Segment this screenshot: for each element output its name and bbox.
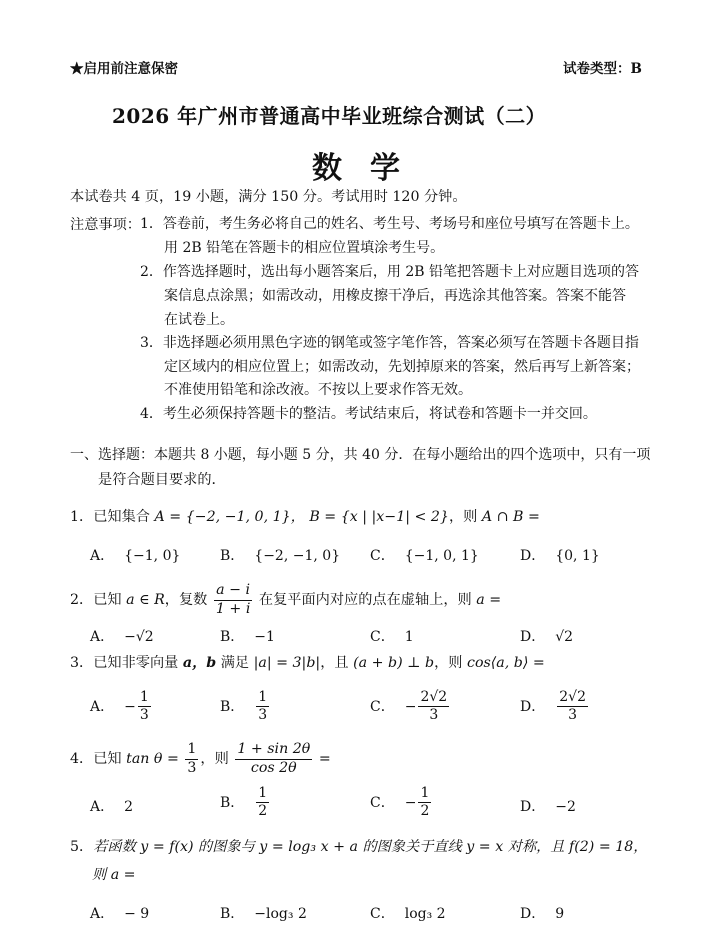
question-3-choices — [90, 690, 650, 734]
stem-line-1: 若函数 y = f(x) 的图象与 y = log₃ x + a 的图象关于直线 y = x 对称，且 f(2) = 18， — [93, 839, 648, 855]
question-4-choices — [90, 786, 650, 830]
question-number: 2． — [70, 592, 94, 609]
choice-label: D． — [520, 629, 546, 645]
choice-label: B． — [220, 629, 245, 645]
note-3-line-2: 定区域内的相应位置上；如需改动，先划掉原来的答案，然后再写上新答案； — [164, 359, 640, 375]
choice-d[interactable] — [520, 796, 576, 816]
choice-label: A． — [90, 548, 115, 564]
denominator: 2 — [258, 803, 268, 820]
choice-a[interactable] — [90, 903, 149, 923]
choice-text: 2 — [124, 799, 134, 815]
choice-sign: − — [404, 698, 417, 715]
choice-c[interactable] — [370, 786, 433, 820]
choice-text: − 9 — [124, 906, 150, 922]
denominator: 3 — [429, 707, 439, 724]
choice-b[interactable] — [220, 786, 271, 820]
choice-text: {−1, 0, 1} — [404, 548, 479, 564]
choice-d[interactable] — [520, 545, 600, 565]
choice-a[interactable] — [90, 796, 133, 816]
choice-label: A． — [90, 629, 115, 645]
choice-text: 1 — [404, 629, 414, 645]
question-1-choices — [90, 545, 650, 569]
section-1-heading: 一、选择题：本题共 8 小题，每小题 5 分，共 40 分．在每小题给出的四个选项中，只有一项 — [70, 447, 651, 463]
question-1 — [70, 506, 540, 526]
choice-c[interactable] — [370, 690, 451, 724]
note-1-line-2: 用 2B 铅笔在答题卡的相应位置填涂考生号。 — [164, 240, 445, 256]
choice-d[interactable] — [520, 626, 573, 646]
numerator: 2√2 — [418, 690, 449, 707]
choice-label: C． — [370, 794, 395, 811]
question-5-choices — [90, 903, 650, 927]
choice-a[interactable] — [90, 545, 180, 565]
choice-d[interactable] — [520, 903, 564, 923]
numerator: 1 + sin 2θ — [235, 742, 312, 760]
condition-fraction — [185, 742, 198, 776]
choice-text: {−2, −1, 0} — [254, 548, 341, 564]
choice-text: {0, 1} — [555, 548, 600, 564]
vectors: a，b — [182, 655, 217, 671]
stem-text: ，则 — [200, 751, 229, 768]
choice-label: D． — [520, 548, 546, 564]
choice-text: 9 — [555, 906, 565, 922]
set-b: B = {x | |x−1| < 2} — [309, 509, 449, 525]
exam-title: 2026 年广州市普通高中毕业班综合测试（二） — [112, 104, 547, 128]
choice-fraction — [557, 690, 588, 724]
section-1-heading-cont: 是符合题目要求的． — [98, 472, 226, 488]
question-2 — [70, 583, 501, 617]
choice-text: log₃ 2 — [404, 906, 446, 922]
intersection-expr: A ∩ B = — [481, 509, 540, 525]
choice-text: −1 — [254, 629, 275, 645]
denominator: 1 + i — [215, 600, 251, 617]
choice-label: D． — [520, 906, 546, 922]
stem-text: 已知非零向量 — [93, 655, 179, 671]
stem-text: ，且 — [320, 655, 349, 671]
stem-text: ，复数 — [164, 592, 208, 609]
condition-1: |a| = 3|b| — [253, 655, 321, 671]
choice-label: C． — [370, 906, 395, 922]
choice-fraction — [256, 690, 269, 724]
choice-b[interactable] — [220, 903, 307, 923]
denominator: 2 — [420, 803, 430, 820]
choice-c[interactable] — [370, 626, 414, 646]
choice-label: A． — [90, 906, 115, 922]
note-2-line-3: 在试卷上。 — [164, 312, 234, 328]
denominator: 3 — [139, 707, 149, 724]
stem-text: 已知集合 — [93, 509, 150, 525]
choice-sign: − — [404, 794, 417, 811]
question-number: 4． — [70, 751, 94, 768]
choice-label: C． — [370, 548, 395, 564]
choice-text: {−1, 0} — [124, 548, 181, 564]
choice-label: B． — [220, 548, 245, 564]
numerator: 1 — [185, 742, 198, 760]
choice-label: D． — [520, 799, 546, 815]
choice-text: √2 — [555, 629, 574, 645]
numerator: a − i — [214, 583, 252, 601]
complex-fraction — [214, 583, 252, 617]
ask-equals: = — [318, 751, 331, 768]
numerator: 1 — [138, 690, 151, 707]
choice-fraction — [138, 690, 151, 724]
denominator: cos 2θ — [250, 759, 297, 776]
question-number: 1． — [70, 509, 94, 525]
choice-fraction — [418, 786, 431, 820]
question-3 — [70, 652, 545, 672]
paper-type: 试卷类型：B — [563, 61, 642, 77]
question-2-choices — [90, 626, 650, 650]
choice-label: A． — [90, 698, 115, 715]
choice-c[interactable] — [370, 545, 479, 565]
note-3-line-1: 3．非选择题必须用黑色字迹的钢笔或签字笔作答，答案必须写在答题卡各题目指 — [140, 335, 639, 351]
choice-a[interactable] — [90, 626, 154, 646]
choice-b[interactable] — [220, 690, 271, 724]
choice-label: B． — [220, 698, 245, 715]
choice-label: C． — [370, 629, 395, 645]
choice-text: −√2 — [124, 629, 154, 645]
choice-c[interactable] — [370, 903, 446, 923]
choice-text: −2 — [555, 799, 576, 815]
condition-lhs: tan θ = — [126, 751, 179, 768]
question-5 — [70, 836, 647, 856]
denominator: 3 — [187, 759, 197, 776]
ask-fraction — [235, 742, 312, 776]
choice-label: B． — [220, 794, 245, 811]
set-a: A = {−2, −1, 0, 1}， — [154, 509, 305, 525]
ask-expr: a = — [476, 592, 502, 609]
denominator: 3 — [568, 707, 578, 724]
numerator: 1 — [418, 786, 431, 803]
intro-text: 本试卷共 4 页，19 小题，满分 150 分。考试用时 120 分钟。 — [70, 189, 467, 205]
choice-label: D． — [520, 698, 546, 715]
note-2-line-2: 案信息点涂黑；如需改动，用橡皮擦干净后，再选涂其他答案。答案不能答 — [164, 288, 626, 304]
numerator: 1 — [256, 690, 269, 707]
choice-fraction — [256, 786, 269, 820]
numerator: 2√2 — [557, 690, 588, 707]
choice-b[interactable] — [220, 545, 340, 565]
note-3-line-3: 不准使用铅笔和涂改液。不按以上要求作答无效。 — [164, 382, 472, 398]
choice-sign: − — [124, 698, 136, 715]
question-number: 3． — [70, 655, 94, 671]
choice-label: A． — [90, 799, 115, 815]
condition: a ∈ R — [126, 592, 165, 609]
numerator: 1 — [256, 786, 269, 803]
subject-title: 数学 — [312, 151, 428, 186]
note-2-line-1: 2．作答选择题时，选出每小题答案后，用 2B 铅笔把答题卡上对应题目选项的答 — [140, 264, 640, 280]
note-1-line-1: 1．答卷前，考生务必将自己的姓名、考生号、考场号和座位号填写在答题卡上。 — [140, 216, 639, 232]
confidential-mark: ★启用前注意保密 — [70, 61, 178, 77]
condition-2: (a + b) ⊥ b — [353, 655, 435, 671]
denominator: 3 — [258, 707, 268, 724]
stem-text: 已知 — [93, 592, 122, 609]
choice-text: −log₃ 2 — [254, 906, 307, 922]
stem-text: 在复平面内对应的点在虚轴上，则 — [258, 592, 472, 609]
choice-label: B． — [220, 906, 245, 922]
question-4 — [70, 742, 331, 776]
stem-text: 满足 — [220, 655, 250, 671]
choice-label: C． — [370, 698, 395, 715]
choice-fraction — [418, 690, 449, 724]
note-4-line-1: 4．考生必须保持答题卡的整洁。考试结束后，将试卷和答题卡一并交回。 — [140, 406, 597, 422]
question-number: 5． — [70, 839, 94, 855]
ask-expr: cos⟨a, b⟩ = — [467, 655, 545, 671]
question-5-line-2: 则 a = — [92, 867, 136, 883]
notes-label: 注意事项： — [70, 217, 141, 233]
stem-text: ，则 — [448, 509, 478, 525]
choice-d[interactable] — [520, 690, 590, 724]
stem-text: ，则 — [434, 655, 463, 671]
choice-a[interactable] — [90, 690, 153, 724]
choice-b[interactable] — [220, 626, 275, 646]
stem-text: 已知 — [93, 751, 122, 768]
